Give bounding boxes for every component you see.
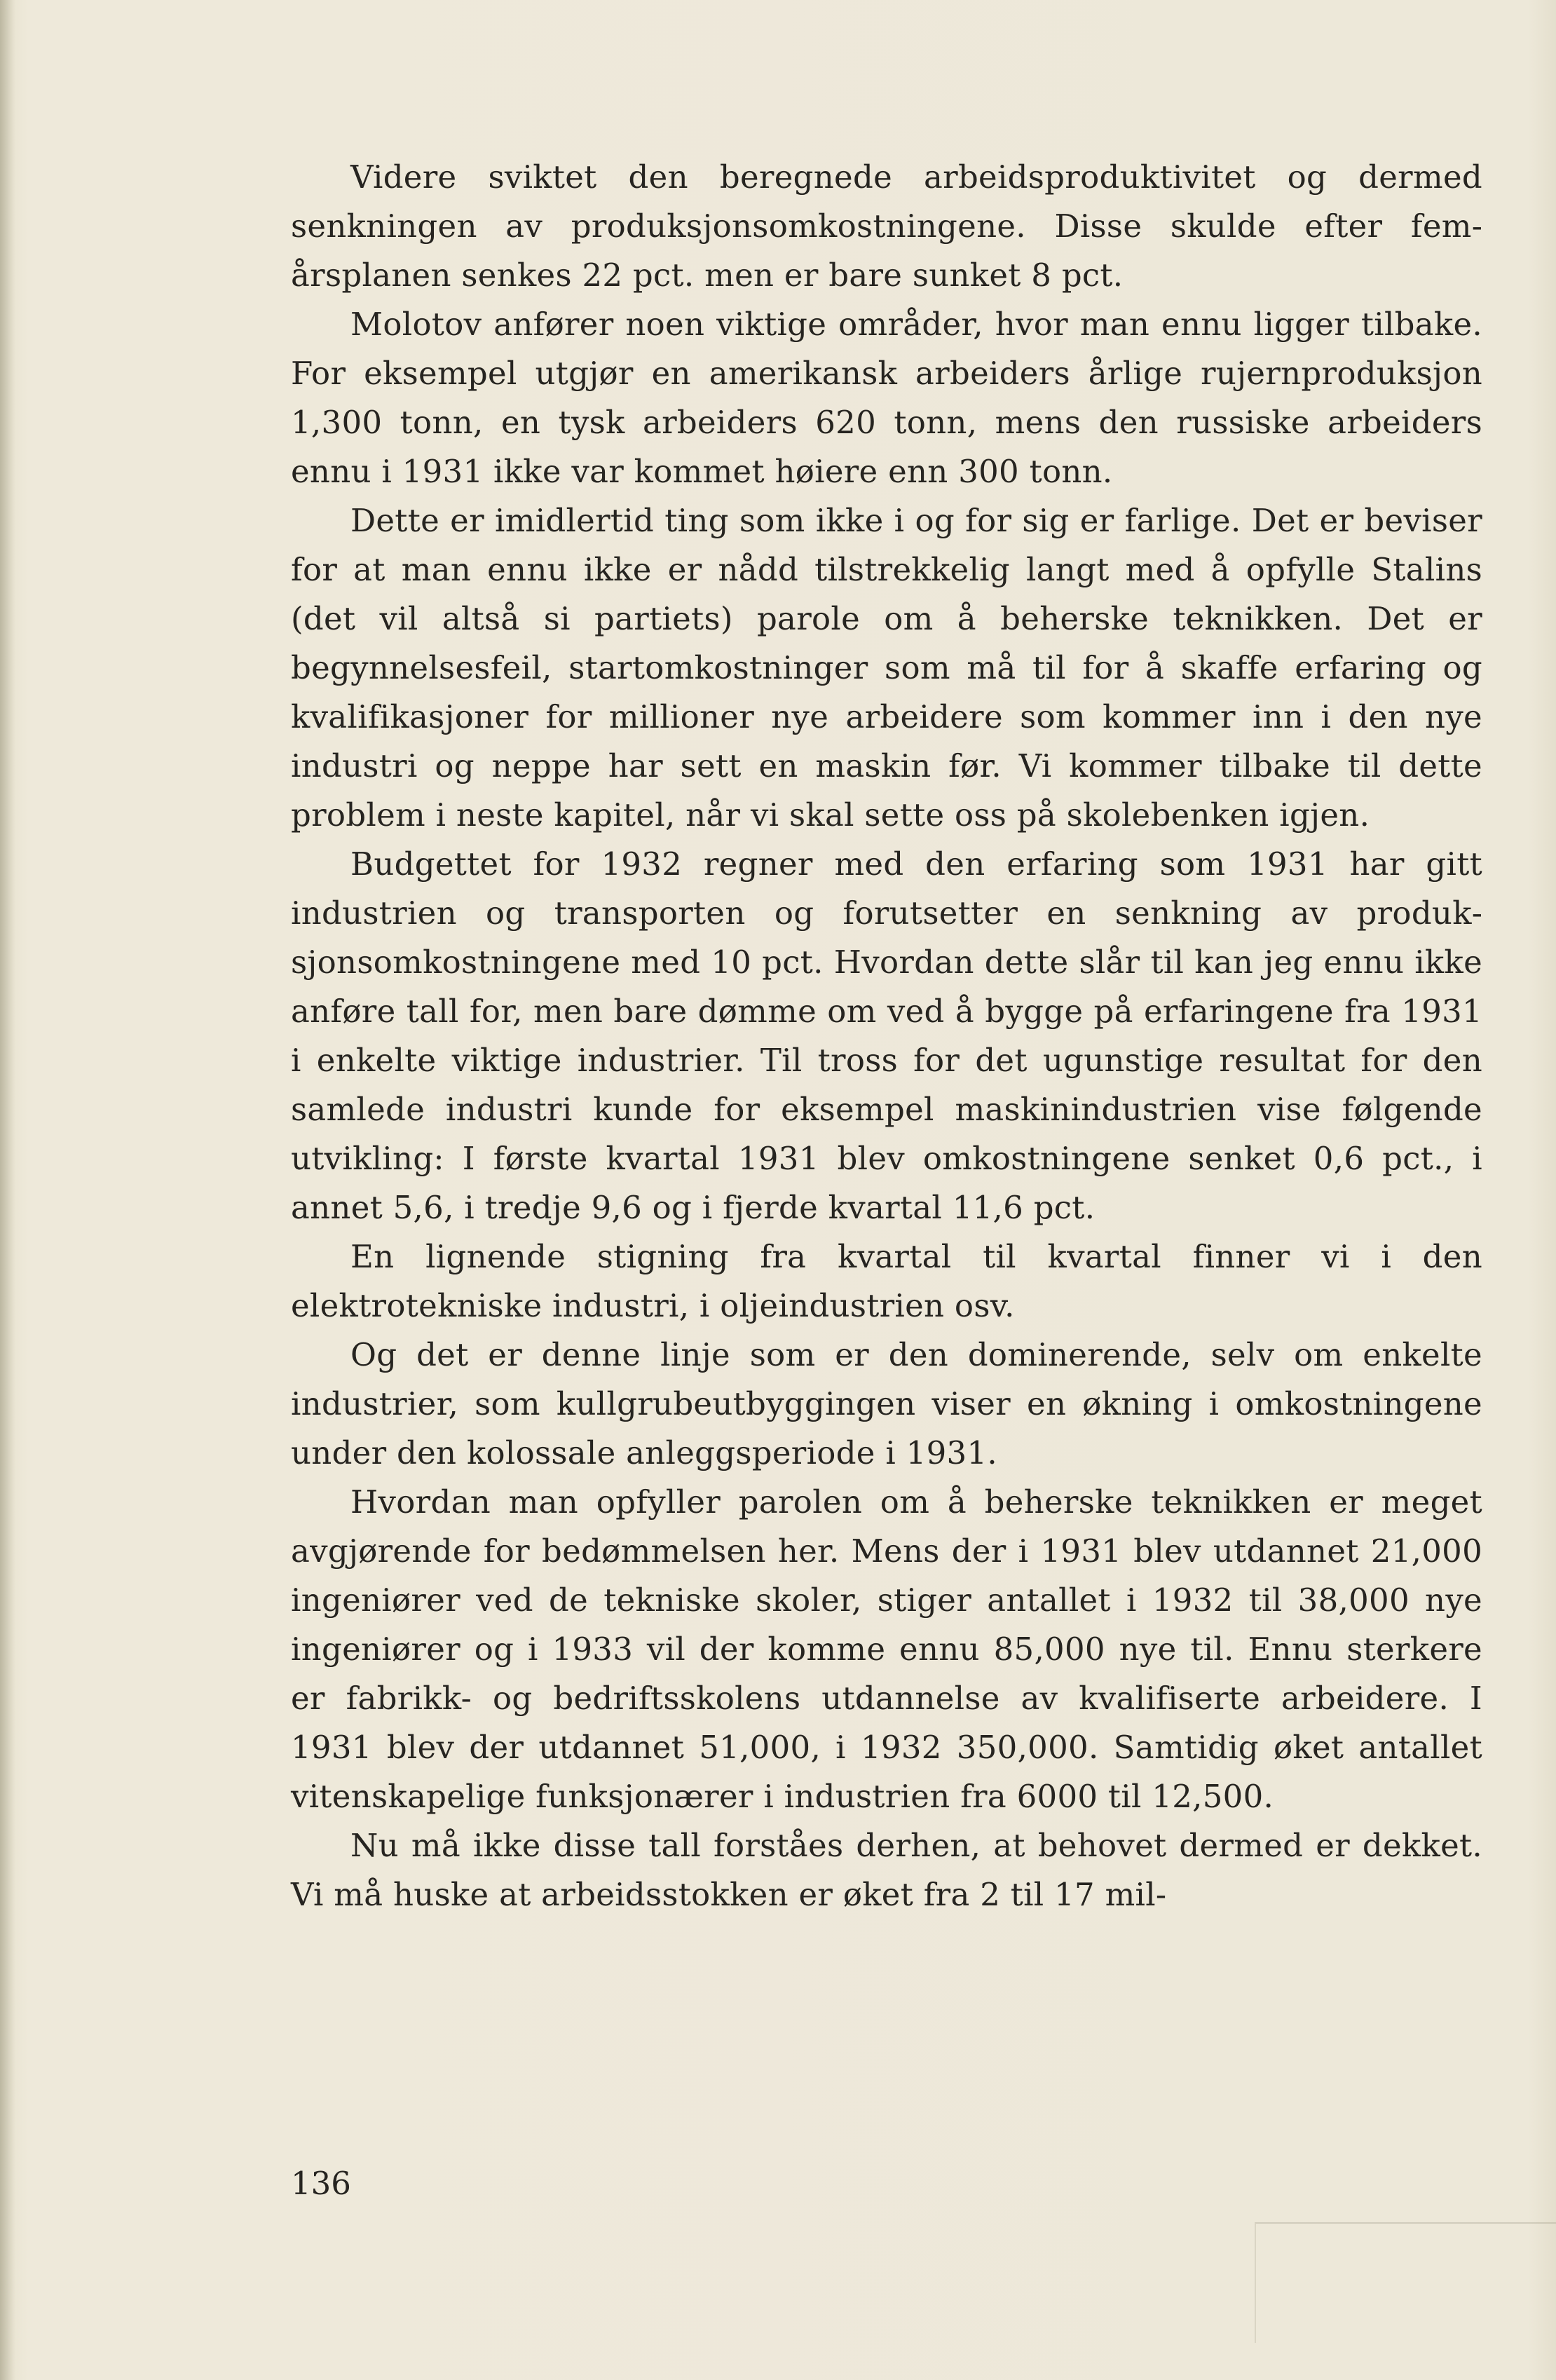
binding-shadow [0, 0, 15, 2380]
paragraph-4: Budgettet for 1932 regner med den erfaring som 1931 har gitt industrien og transporten og forutsetter en senkning av produksjonsomkostningene med 10 pct. Hvordan dette slår til kan jeg ennu ikke anføre tall for, men bare dømme om ved å bygge på erfaringene fra 1931 i enkelte viktige industrier. Til tross for det ugunstige resultat for den samlede industri kunde for eksempel maskinindustrien vise følgende utvikling: I første kvartal 1931 blev omkostningene senket 0,6 pct., i annet 5,6, i tredje 9,6 og i fjerde kvartal 11,6 pct. [291, 845, 1482, 1226]
paragraph-2: Molotov anfører noen viktige områder, hvor man ennu ligger tilbake. For eksempel utgjør en amerikansk arbeiders årlige rujernproduksjon 1,300 tonn, en tysk arbeiders 620 tonn, mens den russiske arbeiders ennu i 1931 ikke var kommet høiere enn 300 tonn. [291, 306, 1482, 490]
page-number: 136 [291, 2165, 351, 2202]
paragraph-7: Hvordan man opfyller parolen om å beherske teknikken er meget avgjørende for bedømmelsen her. Mens der i 1931 blev utdannet 21,000 ingeniører ved de tekniske skoler, stiger antallet i 1932 til 38,000 nye ingeniører og i 1933 vil der komme ennu 85,000 nye til. Ennu sterkere er fabrikk- og bedriftsskolens utdannelse av kvalifiserte arbeidere. I 1931 blev der utdannet 51,000, i 1932 350,000. Samtidig øket antallet vitenskapelige funksjonærer i industrien fra 6000 til 12,500. [291, 1483, 1482, 1815]
paragraph-5: En lignende stigning fra kvartal til kvartal finner vi i den elektrotekniske industri, i oljeindustrien osv. [291, 1238, 1482, 1324]
paragraph-6: Og det er denne linje som er den dominerende, selv om enkelte industrier, som kullgrubeutbyggingen viser en økning i omkostningene under den kolossale anleggsperiode i 1931. [291, 1336, 1482, 1471]
paper-crease [1255, 2222, 1556, 2343]
body-text [291, 153, 1482, 1919]
paragraph-3: Dette er imidlertid ting som ikke i og for sig er farlige. Det er beviser for at man ennu ikke er nådd tilstrekkelig langt med å opfylle Stalins (det vil altså si partiets) parole om å beherske teknikken. Det er begynnelsesfeil, startomkostninger som må til for å skaffe erfaring og kvalifikasjoner for millioner nye arbeidere som kommer inn i den nye industri og neppe har sett en maskin før. Vi kommer tilbake til dette problem i neste kapitel, når vi skal sette oss på skolebenken igjen. [291, 502, 1482, 834]
paragraph-8: Nu må ikke disse tall forståes derhen, at behovet dermed er dekket. Vi må huske at arbeidsstokken er øket fra 2 til 17 mil- [291, 1827, 1482, 1913]
paragraph-1: Videre sviktet den beregnede arbeidsproduktivitet og dermed senkningen av produksjonsomkostningene. Disse skulde efter femårsplanen senkes 22 pct. men er bare sunket 8 pct. [291, 158, 1482, 294]
